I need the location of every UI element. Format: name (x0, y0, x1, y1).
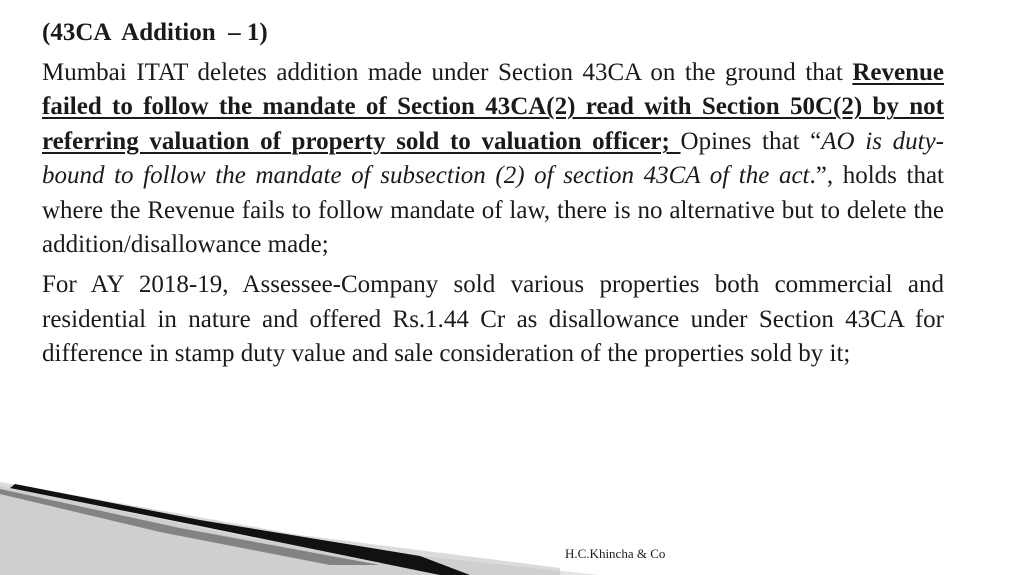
ruling-conclusion: .”, holds that where the Revenue fails to follow mandate of law, there is no alternative but to delete the addition/disallowance made; (42, 162, 944, 259)
paragraph-facts: For AY 2018-19, Assessee-Company sold various properties both commercial and residential in nature and offered Rs.1.44 Cr as disallowance under Section 43CA for difference in stamp duty value and sale consideration of the properties sold by it; (42, 271, 944, 368)
ruling-quote: AO is duty-bound to follow the mandate of subsection (2) of section 43CA of the act (42, 127, 944, 190)
ruling-intro: Mumbai ITAT deletes addition made under Section 43CA on the ground that (42, 59, 853, 86)
ruling-opines-prefix: Opines that “ (680, 127, 822, 155)
slide-body (42, 16, 944, 378)
swoosh-gray-band (0, 482, 560, 575)
ruling-ground-emphasis: Revenue failed to follow the mandate of Section 43CA(2) read with Section 50C(2) by not referring valuation of property sold to valuation officer; (42, 59, 944, 155)
footer-firm-name: H.C.Khincha & Co (565, 546, 666, 561)
paragraph-ruling (42, 56, 944, 262)
slide-heading: (43CA Addition – 1) (42, 19, 268, 46)
